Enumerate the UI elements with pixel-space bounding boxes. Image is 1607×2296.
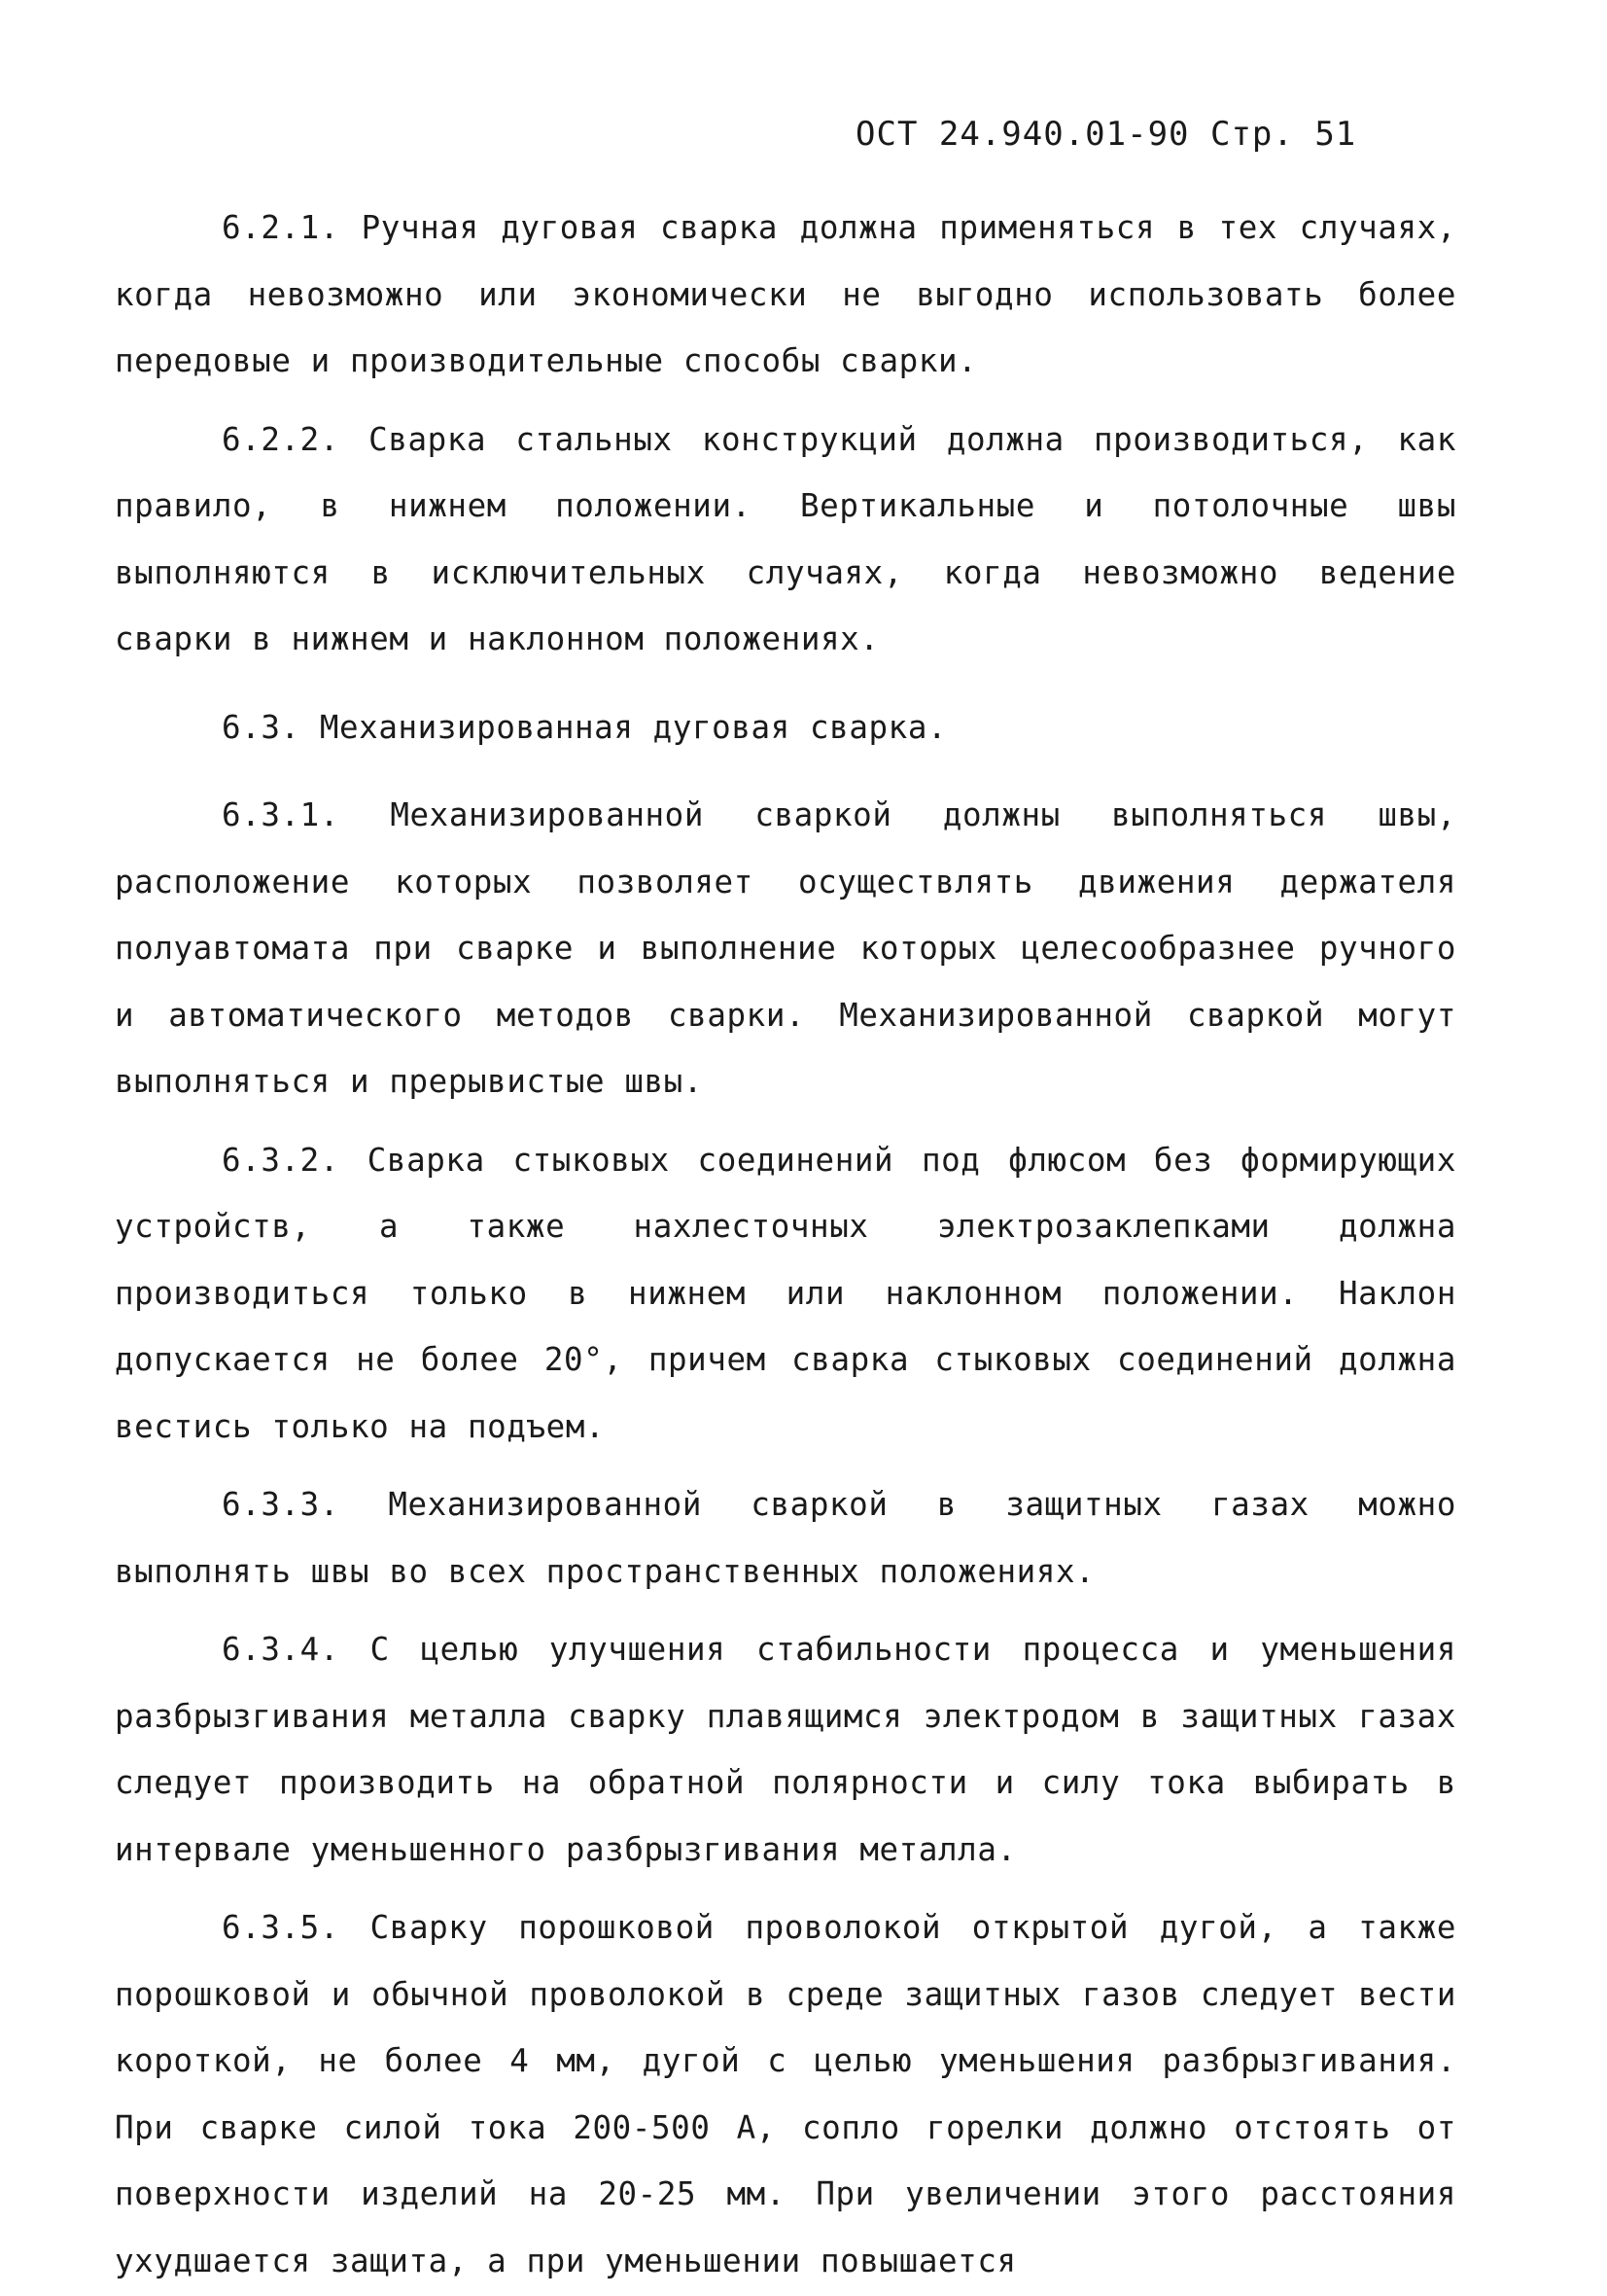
document-body <box>115 194 1456 2294</box>
paragraph-6-3-2: 6.3.2. Сварка стыковых соединений под флюсом без формирующих устройств, а также нахлесточных электрозаклепками должна производиться только в нижнем или наклонном положении. Наклон допускается не более 20°, причем сварка стыковых соединений должна вестись только на подъем. <box>115 1141 1456 1445</box>
page-header: ОСТ 24.940.01-90 Стр. 51 <box>856 115 1357 154</box>
section-heading-6-3: 6.3. Механизированная дуговая сварка. <box>222 708 948 746</box>
paragraph-6-2-1: 6.2.1. Ручная дуговая сварка должна применяться в тех случаях, когда невозможно или экономически не выгодно использовать более передовые и производительные способы сварки. <box>115 209 1456 379</box>
paragraph-6-3-4: 6.3.4. С целью улучшения стабильности процесса и уменьшения разбрызгивания металла сварку плавящимся электродом в защитных газах следует производить на обратной полярности и силу тока выбирать в интервале уменьшенного разбрызгивания металла. <box>115 1631 1456 1868</box>
paragraph-6-2-2: 6.2.2. Сварка стальных конструкций должна производиться, как правило, в нижнем положении. Вертикальные и потолочные швы выполняются в исключительных случаях, когда невозможно ведение сварки в нижнем и наклонном положениях. <box>115 420 1456 657</box>
paragraph-6-3-3: 6.3.3. Механизированной сваркой в защитных газах можно выполнять швы во всех пространственных положениях. <box>115 1486 1456 1590</box>
paragraph-6-3-1: 6.3.1. Механизированной сваркой должны выполняться швы, расположение которых позволяет осуществлять движения держателя полуавтомата при сварке и выполнение которых целесообразнее ручного и автоматического методов сварки. Механизированной сваркой могут выполняться и прерывистые швы. <box>115 796 1456 1100</box>
paragraph-6-3-5: 6.3.5. Сварку порошковой проволокой открытой дугой, а также порошковой и обычной проволокой в среде защитных газов следует вести короткой, не более 4 мм, дугой с целью уменьшения разбрызгивания. При сварке силой тока 200-500 А, сопло горелки должно отстоять от поверхности изделий на 20-25 мм. При увеличении этого расстояния ухудшается защита, а при уменьшении повышается <box>115 1909 1456 2279</box>
